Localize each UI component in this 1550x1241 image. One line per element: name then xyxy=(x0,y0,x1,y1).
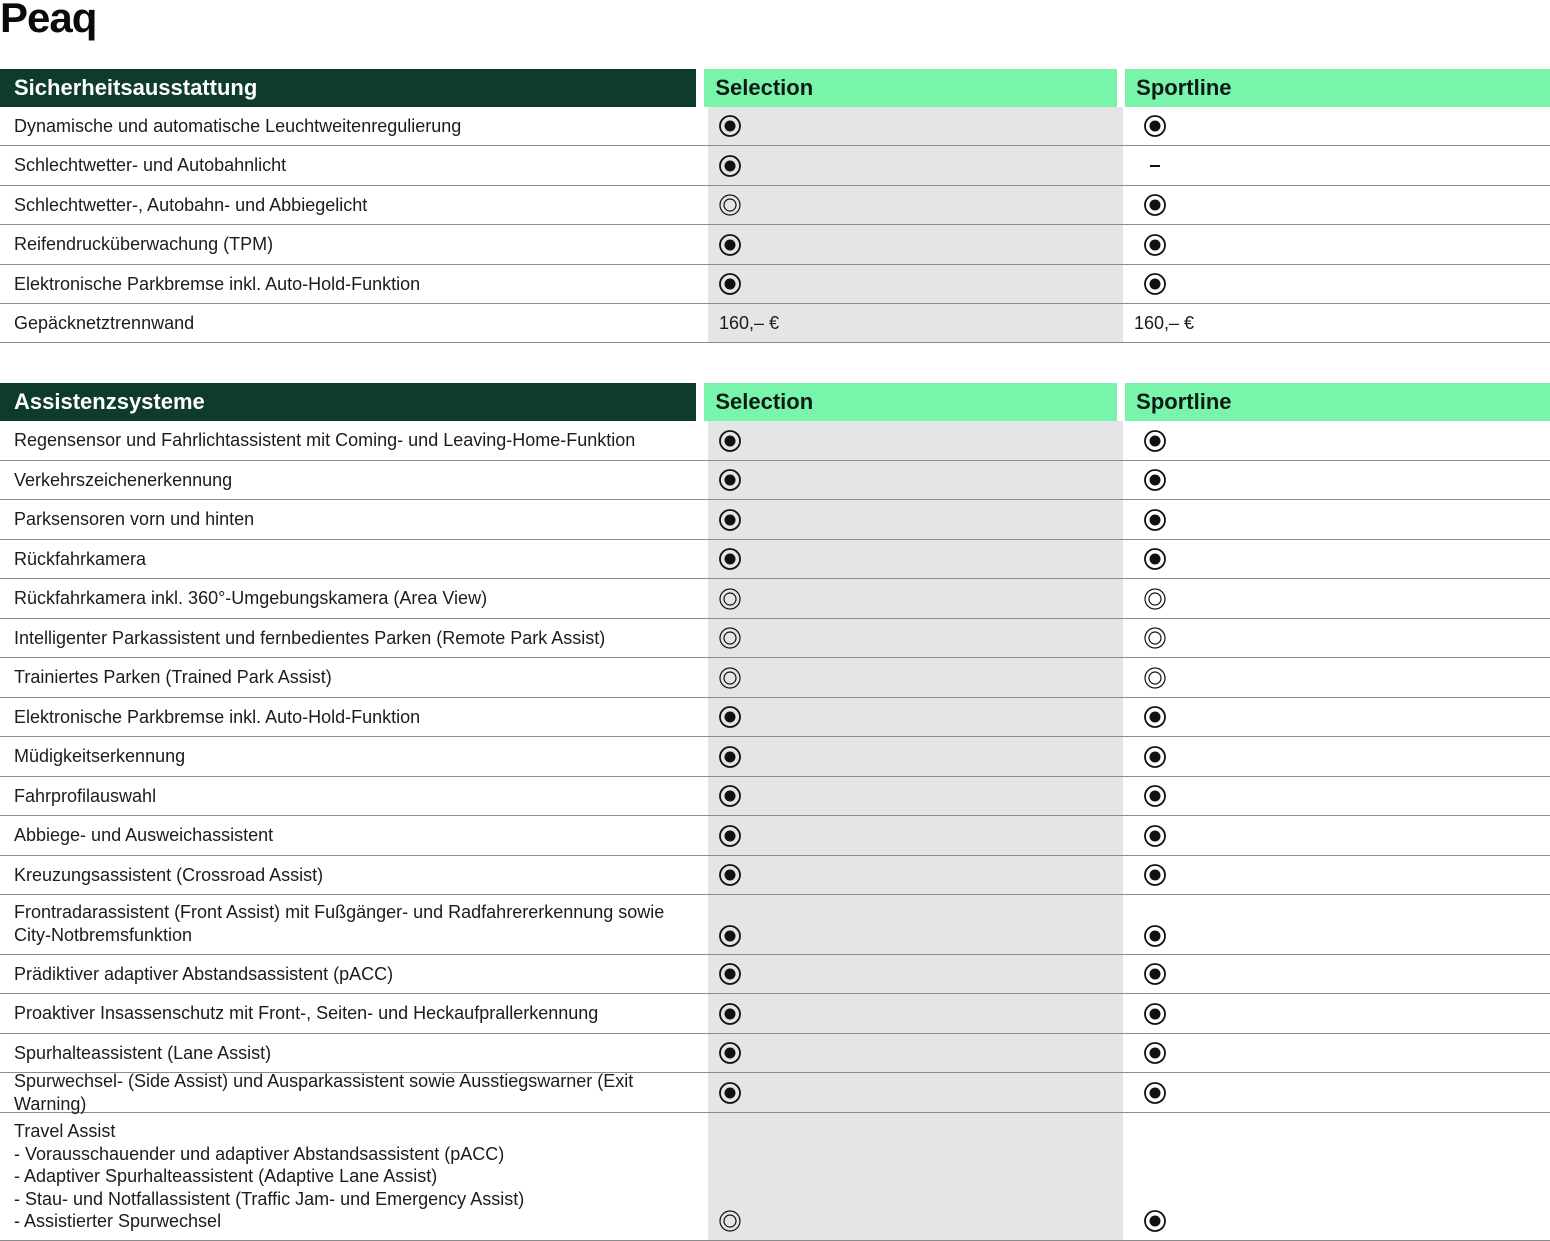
selection-cell xyxy=(708,186,1123,224)
selection-cell xyxy=(708,816,1123,855)
optional-equipment-icon xyxy=(719,1210,741,1232)
column-header-sportline: Sportline xyxy=(1125,69,1550,107)
standard-equipment-icon xyxy=(1144,1082,1166,1104)
standard-equipment-icon xyxy=(719,925,741,947)
feature-label: Müdigkeitserkennung xyxy=(14,746,186,767)
table-row xyxy=(0,146,1550,186)
table-row xyxy=(0,540,1550,579)
table-row xyxy=(0,856,1550,895)
sportline-cell xyxy=(1123,816,1550,855)
selection-cell xyxy=(708,955,1123,993)
standard-equipment-icon xyxy=(1144,469,1166,491)
sportline-cell xyxy=(1123,500,1550,539)
selection-cell xyxy=(708,658,1123,697)
sportline-cell xyxy=(1123,421,1550,460)
table-row xyxy=(0,816,1550,856)
selection-cell xyxy=(708,540,1123,578)
standard-equipment-icon xyxy=(719,273,741,295)
selection-cell xyxy=(708,1073,1123,1112)
sportline-cell xyxy=(1123,461,1550,499)
sportline-cell xyxy=(1123,225,1550,264)
feature-label: Frontradarassistent (Front Assist) mit Fußgänger- und Radfahrererkennung sowie City-Notbremsfunktion xyxy=(14,902,665,945)
feature-label: Fahrprofilauswahl xyxy=(14,785,157,806)
table-row xyxy=(0,1113,1550,1241)
standard-equipment-icon xyxy=(719,469,741,491)
selection-cell xyxy=(708,856,1123,894)
feature-label: Spurwechsel- (Side Assist) und Ausparkassistent sowie Ausstiegswarner (Exit Warning) xyxy=(14,1071,634,1114)
selection-cell xyxy=(708,1113,1123,1240)
feature-label: Reifendrucküberwachung (TPM) xyxy=(14,234,274,255)
table-row xyxy=(0,619,1550,658)
brand-logo: Peaq xyxy=(0,0,97,41)
table-row xyxy=(0,994,1550,1034)
table-row xyxy=(0,698,1550,737)
table-row xyxy=(0,777,1550,816)
sportline-cell xyxy=(1123,698,1550,736)
sportline-cell xyxy=(1123,895,1550,954)
optional-equipment-icon xyxy=(719,194,741,216)
standard-equipment-icon xyxy=(719,115,741,137)
sportline-cell xyxy=(1123,619,1550,657)
standard-equipment-icon xyxy=(719,963,741,985)
table-row xyxy=(0,304,1550,343)
standard-equipment-icon xyxy=(719,1082,741,1104)
selection-cell xyxy=(708,737,1123,776)
standard-equipment-icon xyxy=(719,785,741,807)
standard-equipment-icon xyxy=(1144,115,1166,137)
feature-label: Verkehrszeichenerkennung xyxy=(14,469,233,490)
feature-label: Kreuzungsassistent (Crossroad Assist) xyxy=(14,864,324,885)
sportline-cell xyxy=(1123,146,1550,185)
standard-equipment-icon xyxy=(1144,234,1166,256)
standard-equipment-icon xyxy=(719,706,741,728)
selection-cell xyxy=(708,994,1123,1033)
standard-equipment-icon xyxy=(719,509,741,531)
standard-equipment-icon xyxy=(1144,1042,1166,1064)
standard-equipment-icon xyxy=(1144,1003,1166,1025)
safety-equipment-table xyxy=(0,69,1550,343)
column-header-sportline: Sportline xyxy=(1125,383,1550,421)
section-title: Sicherheitsausstattung xyxy=(0,69,696,107)
standard-equipment-icon xyxy=(719,1042,741,1064)
table-row xyxy=(0,421,1550,461)
column-header-selection: Selection xyxy=(704,69,1117,107)
sportline-cell xyxy=(1123,265,1550,303)
selection-cell xyxy=(708,500,1123,539)
feature-label: Schlechtwetter- und Autobahnlicht xyxy=(14,155,287,176)
standard-equipment-icon xyxy=(1144,548,1166,570)
standard-equipment-icon xyxy=(1144,509,1166,531)
standard-equipment-icon xyxy=(719,1003,741,1025)
sportline-cell xyxy=(1123,658,1550,697)
standard-equipment-icon xyxy=(719,430,741,452)
standard-equipment-icon xyxy=(1144,785,1166,807)
feature-label: Regensensor und Fahrlichtassistent mit Coming- und Leaving-Home-Funktion xyxy=(14,430,636,451)
optional-equipment-icon xyxy=(1144,667,1166,689)
feature-label: Dynamische und automatische Leuchtweitenregulierung xyxy=(14,115,462,136)
selection-cell xyxy=(708,146,1123,185)
feature-label: Travel Assist - Vorausschauender und adaptiver Abstandsassistent (pACC) - Adaptiver Spurhalteassistent (Adaptive Lane Assist) - Stau- und Notfallassistent (Traffic Jam- und Emergency Assist) - Assistierter Spurwechsel xyxy=(14,1121,525,1231)
feature-label: Proaktiver Insassenschutz mit Front-, Seiten- und Heckaufprallerkennung xyxy=(14,1003,599,1024)
standard-equipment-icon xyxy=(719,155,741,177)
feature-label: Intelligenter Parkassistent und fernbedientes Parken (Remote Park Assist) xyxy=(14,627,606,648)
sportline-cell xyxy=(1123,777,1550,815)
table-row xyxy=(0,265,1550,304)
standard-equipment-icon xyxy=(1144,825,1166,847)
optional-equipment-icon xyxy=(1144,588,1166,610)
selection-cell xyxy=(708,421,1123,460)
sportline-cell xyxy=(1123,107,1550,145)
table-row xyxy=(0,737,1550,777)
sportline-cell xyxy=(1123,579,1550,618)
standard-equipment-icon xyxy=(1144,746,1166,768)
feature-label: Rückfahrkamera inkl. 360°-Umgebungskamera (Area View) xyxy=(14,588,488,609)
feature-label: Trainiertes Parken (Trained Park Assist) xyxy=(14,667,332,688)
price-text: 160,– € xyxy=(719,312,780,333)
sportline-cell xyxy=(1123,856,1550,894)
feature-label: Spurhalteassistent (Lane Assist) xyxy=(14,1042,272,1063)
selection-cell xyxy=(708,895,1123,954)
table-row xyxy=(0,1034,1550,1073)
sportline-cell xyxy=(1123,955,1550,993)
sportline-cell xyxy=(1123,540,1550,578)
standard-equipment-icon xyxy=(1144,430,1166,452)
standard-equipment-icon xyxy=(719,864,741,886)
selection-cell xyxy=(708,265,1123,303)
table-row xyxy=(0,107,1550,146)
standard-equipment-icon xyxy=(1144,273,1166,295)
standard-equipment-icon xyxy=(1144,963,1166,985)
table-row xyxy=(0,579,1550,619)
feature-label: Rückfahrkamera xyxy=(14,548,147,569)
feature-label: Parksensoren vorn und hinten xyxy=(14,509,255,530)
table-row xyxy=(0,186,1550,225)
standard-equipment-icon xyxy=(719,548,741,570)
standard-equipment-icon xyxy=(1144,1210,1166,1232)
selection-cell xyxy=(708,1034,1123,1072)
section-title: Assistenzsysteme xyxy=(0,383,696,421)
price-text: 160,– € xyxy=(1134,312,1195,333)
table-row xyxy=(0,225,1550,265)
table-row xyxy=(0,955,1550,994)
column-header-selection: Selection xyxy=(704,383,1117,421)
feature-label: Prädiktiver adaptiver Abstandsassistent (pACC) xyxy=(14,963,394,984)
table-header xyxy=(0,383,1550,421)
standard-equipment-icon xyxy=(719,746,741,768)
optional-equipment-icon xyxy=(719,627,741,649)
standard-equipment-icon xyxy=(719,234,741,256)
standard-equipment-icon xyxy=(1144,706,1166,728)
table-row xyxy=(0,895,1550,955)
sportline-cell xyxy=(1123,304,1550,342)
optional-equipment-icon xyxy=(719,667,741,689)
assistance-systems-table xyxy=(0,383,1550,1241)
table-row xyxy=(0,461,1550,500)
selection-cell xyxy=(708,579,1123,618)
feature-label: Abbiege- und Ausweichassistent xyxy=(14,825,274,846)
standard-equipment-icon xyxy=(1144,864,1166,886)
sportline-cell xyxy=(1123,186,1550,224)
selection-cell xyxy=(708,304,1123,342)
table-row xyxy=(0,500,1550,540)
feature-label: Gepäcknetztrennwand xyxy=(14,312,195,333)
sportline-cell xyxy=(1123,1034,1550,1072)
not-available-dash xyxy=(1150,165,1160,167)
sportline-cell xyxy=(1123,1113,1550,1240)
selection-cell xyxy=(708,619,1123,657)
table-row xyxy=(0,1073,1550,1113)
standard-equipment-icon xyxy=(1144,194,1166,216)
selection-cell xyxy=(708,698,1123,736)
standard-equipment-icon xyxy=(1144,925,1166,947)
feature-label: Schlechtwetter-, Autobahn- und Abbiegelicht xyxy=(14,194,368,215)
sportline-cell xyxy=(1123,737,1550,776)
selection-cell xyxy=(708,461,1123,499)
optional-equipment-icon xyxy=(719,588,741,610)
table-header xyxy=(0,69,1550,107)
selection-cell xyxy=(708,225,1123,264)
optional-equipment-icon xyxy=(1144,627,1166,649)
selection-cell xyxy=(708,107,1123,145)
selection-cell xyxy=(708,777,1123,815)
table-row xyxy=(0,658,1550,698)
feature-label: Elektronische Parkbremse inkl. Auto-Hold-Funktion xyxy=(14,706,421,727)
standard-equipment-icon xyxy=(719,825,741,847)
sportline-cell xyxy=(1123,994,1550,1033)
sportline-cell xyxy=(1123,1073,1550,1112)
feature-label: Elektronische Parkbremse inkl. Auto-Hold-Funktion xyxy=(14,273,421,294)
